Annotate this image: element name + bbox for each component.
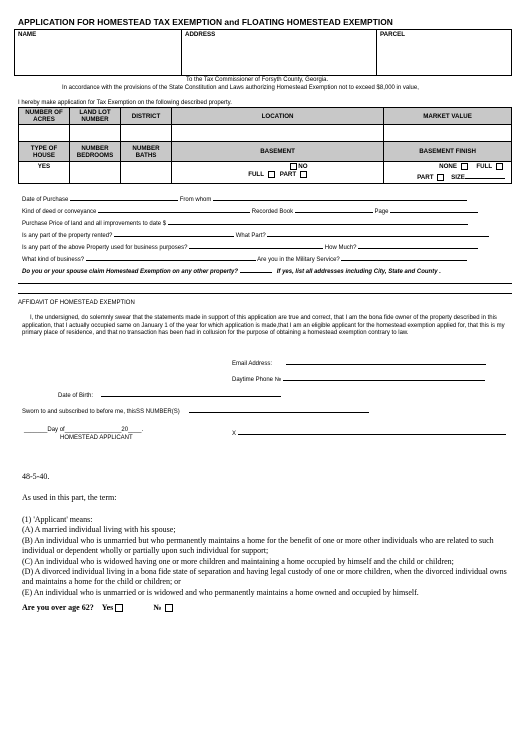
recorded-book-field[interactable] (295, 205, 373, 213)
part-label: PART (417, 174, 434, 182)
rented-field[interactable] (114, 229, 234, 237)
phone-row (232, 373, 485, 383)
basement-full-option[interactable] (248, 171, 274, 178)
law-a: (A) A married individual living with his spouse; (22, 525, 176, 535)
checkbox-icon[interactable] (165, 604, 173, 612)
what-part-label: What Part? (235, 233, 266, 239)
basement-part-option[interactable] (280, 171, 307, 178)
law-code: 48-5-40. (22, 472, 50, 481)
owner-table (14, 29, 512, 76)
num-bedrooms-header: NUMBER BEDROOMS (70, 142, 121, 162)
checkbox-icon[interactable] (437, 174, 444, 181)
law-c: (C) An individual who is widowed having one or more children and maintaining a home occupied by himself and the child or children; (22, 556, 454, 566)
age-yes-option[interactable] (102, 603, 124, 612)
addressed-to: To the Tax Commissioner of Forsyth County, Georgia. (186, 77, 329, 83)
business-field[interactable] (189, 241, 323, 249)
kind-deed-label: Kind of deed or conveyance (22, 209, 97, 215)
military-label: Are you in the Military Service? (257, 257, 340, 263)
checkbox-icon[interactable] (290, 163, 297, 170)
dob-row (58, 389, 281, 399)
checkbox-icon[interactable] (461, 163, 468, 170)
rented-row (22, 229, 512, 239)
none-label: NONE (439, 163, 458, 171)
what-business-row (22, 253, 512, 263)
law-d: (D) A divorced individual living in a bona fide state of separation and having legal custody of one or more children, when the divorced individual owns and maintains a home for the child or children; or (22, 567, 507, 587)
basement-header: BASEMENT (172, 142, 384, 162)
baths-cell[interactable] (121, 162, 172, 184)
page-field[interactable] (390, 205, 478, 213)
applicant-label: HOMESTEAD APPLICANT (60, 435, 133, 441)
purchase-price-field[interactable] (168, 217, 468, 225)
parcel-cell[interactable] (377, 30, 512, 76)
claim-row (22, 265, 512, 275)
law-p1: (1) 'Applicant' means: (22, 515, 93, 524)
page-label: Page (374, 209, 389, 215)
land-lot-cell[interactable] (70, 125, 121, 142)
rented-label: Is any part of the property rented? (22, 233, 113, 239)
dob-field[interactable] (101, 389, 281, 397)
law-b: (B) An individual who is unmarried but who permanently maintains a home for the benefit of one or more other individuals who are related to such individual or dependent wholly or partially upon such individual for support; (22, 535, 494, 556)
hereby-text: I hereby make application for Tax Exemption on the following described property. (18, 100, 232, 106)
yes-label: YES (37, 163, 51, 170)
sworn-label: Sworn to and subscribed to before me, thisSS NUMBER(S) (22, 409, 180, 415)
military-field[interactable] (341, 253, 467, 261)
address-label: ADDRESS (185, 31, 216, 38)
num-acres-header: NUMBER OF ACRES (19, 108, 70, 125)
purchase-price-label: Purchase Price of land and all improvements to date $ (22, 221, 167, 227)
business-label: Is any part of the above Property used for business purposes? (22, 245, 188, 251)
district-cell[interactable] (121, 125, 172, 142)
checkbox-icon[interactable] (115, 604, 123, 612)
full-label: FULL (476, 163, 493, 171)
email-row (232, 357, 486, 367)
age-yes-label: Yes (101, 603, 114, 612)
property-table (18, 107, 512, 184)
what-business-label: What kind of business? (22, 257, 85, 263)
kind-deed-field[interactable] (98, 205, 250, 213)
basement-finish-header: BASEMENT FINISH (384, 142, 512, 162)
finish-part-option[interactable] (417, 174, 444, 181)
parcel-label: PARCEL (380, 31, 405, 38)
price-row (22, 217, 512, 227)
email-field[interactable] (286, 357, 486, 365)
age-question: Are you over age 62? (22, 603, 94, 612)
bedrooms-cell[interactable] (70, 162, 121, 184)
checkbox-icon[interactable] (268, 171, 275, 178)
date-purchase-field[interactable] (70, 193, 178, 201)
checkbox-icon[interactable] (300, 171, 307, 178)
claim-field[interactable] (240, 265, 272, 273)
part-label: PART (279, 171, 297, 179)
what-business-field[interactable] (86, 253, 256, 261)
form-title: APPLICATION FOR HOMESTEAD TAX EXEMPTION and FLOATING HOMESTEAD EXEMPTION (18, 17, 393, 27)
business-row (22, 241, 512, 251)
claim-line-2[interactable] (18, 293, 512, 294)
affidavit-heading: AFFIDAVIT OF HOMESTEAD EXEMPTION (18, 300, 135, 306)
claim-list-label: If yes, list all addresses including City, State and County . (276, 269, 441, 275)
size-field[interactable] (465, 171, 505, 179)
from-whom-label: From whom (179, 197, 212, 203)
what-part-field[interactable] (267, 229, 489, 237)
location-header: LOCATION (172, 108, 384, 125)
type-house-cell[interactable] (19, 162, 70, 184)
finish-full-option[interactable] (476, 163, 502, 170)
affidavit-body: I, the undersigned, do solemnly swear that the statements made in support of this application are true and correct, that I am the bona fide owner of the property described in this application, that I actually occupied same on January 1 of the year for which application is made,that I am an eligible applicant for the homestead exemption applied for, that this is my primary place of residence, and that no transaction has been had in collusion for the purpose of obtaining a homestead exemption contrary to law. (22, 315, 505, 337)
market-value-header: MARKET VALUE (384, 108, 512, 125)
district-header: DISTRICT (121, 108, 172, 125)
age-row (22, 603, 173, 612)
basement-no-option[interactable] (288, 163, 308, 170)
x-label: X (232, 431, 237, 437)
from-whom-field[interactable] (213, 193, 467, 201)
law-intro: As used in this part, the term: (22, 493, 117, 502)
accordance-text: In accordance with the provisions of the State Constitution and Laws authorizing Homestead Exemption not to exceed $8,000 in value, (62, 85, 419, 91)
signature-row (232, 427, 506, 437)
age-no-label: № (153, 603, 162, 612)
signature-field[interactable] (238, 427, 506, 435)
full-label: FULL (248, 171, 264, 179)
checkbox-icon[interactable] (496, 163, 503, 170)
phone-label: Daytime Phone № (232, 377, 282, 383)
claim-line-1[interactable] (18, 283, 512, 284)
sworn-row (22, 405, 369, 415)
dob-label: Date of Birth: (58, 393, 94, 399)
basement-finish-cell (384, 162, 512, 184)
finish-none-option[interactable] (439, 163, 468, 170)
name-cell[interactable] (15, 30, 182, 76)
type-house-header: TYPE OF HOUSE (19, 142, 70, 162)
day-of-line[interactable]: _______Day of_________________20____. (24, 427, 144, 433)
recorded-book-label: Recorded Book (251, 209, 294, 215)
how-much-label: How Much? (324, 245, 357, 251)
size-label: SIZE (451, 174, 465, 182)
num-baths-header: NUMBER BATHS (121, 142, 172, 162)
phone-field[interactable] (283, 373, 485, 381)
date-purchase-label: Date of Purchase (22, 197, 69, 203)
law-e: (E) An individual who is unmarried or is widowed and who permanently maintains a home owned and occupied by himself. (22, 587, 419, 597)
basement-cell (172, 162, 384, 184)
age-no-option[interactable] (153, 603, 173, 612)
email-label: Email Address: (232, 361, 273, 367)
how-much-field[interactable] (358, 241, 478, 249)
market-value-cell[interactable] (384, 125, 512, 142)
no-label: NO (298, 163, 308, 171)
name-label: NAME (18, 31, 37, 38)
num-acres-cell[interactable] (19, 125, 70, 142)
address-cell[interactable] (182, 30, 377, 76)
purchase-row (22, 193, 512, 203)
deed-row (22, 205, 512, 215)
law-definitions (22, 515, 516, 598)
land-lot-header: LAND LOT NUMBER (70, 108, 121, 125)
claim-question: Do you or your spouse claim Homestead Exemption on any other property? (22, 269, 239, 275)
ssn-field[interactable] (189, 405, 369, 413)
location-cell[interactable] (172, 125, 384, 142)
